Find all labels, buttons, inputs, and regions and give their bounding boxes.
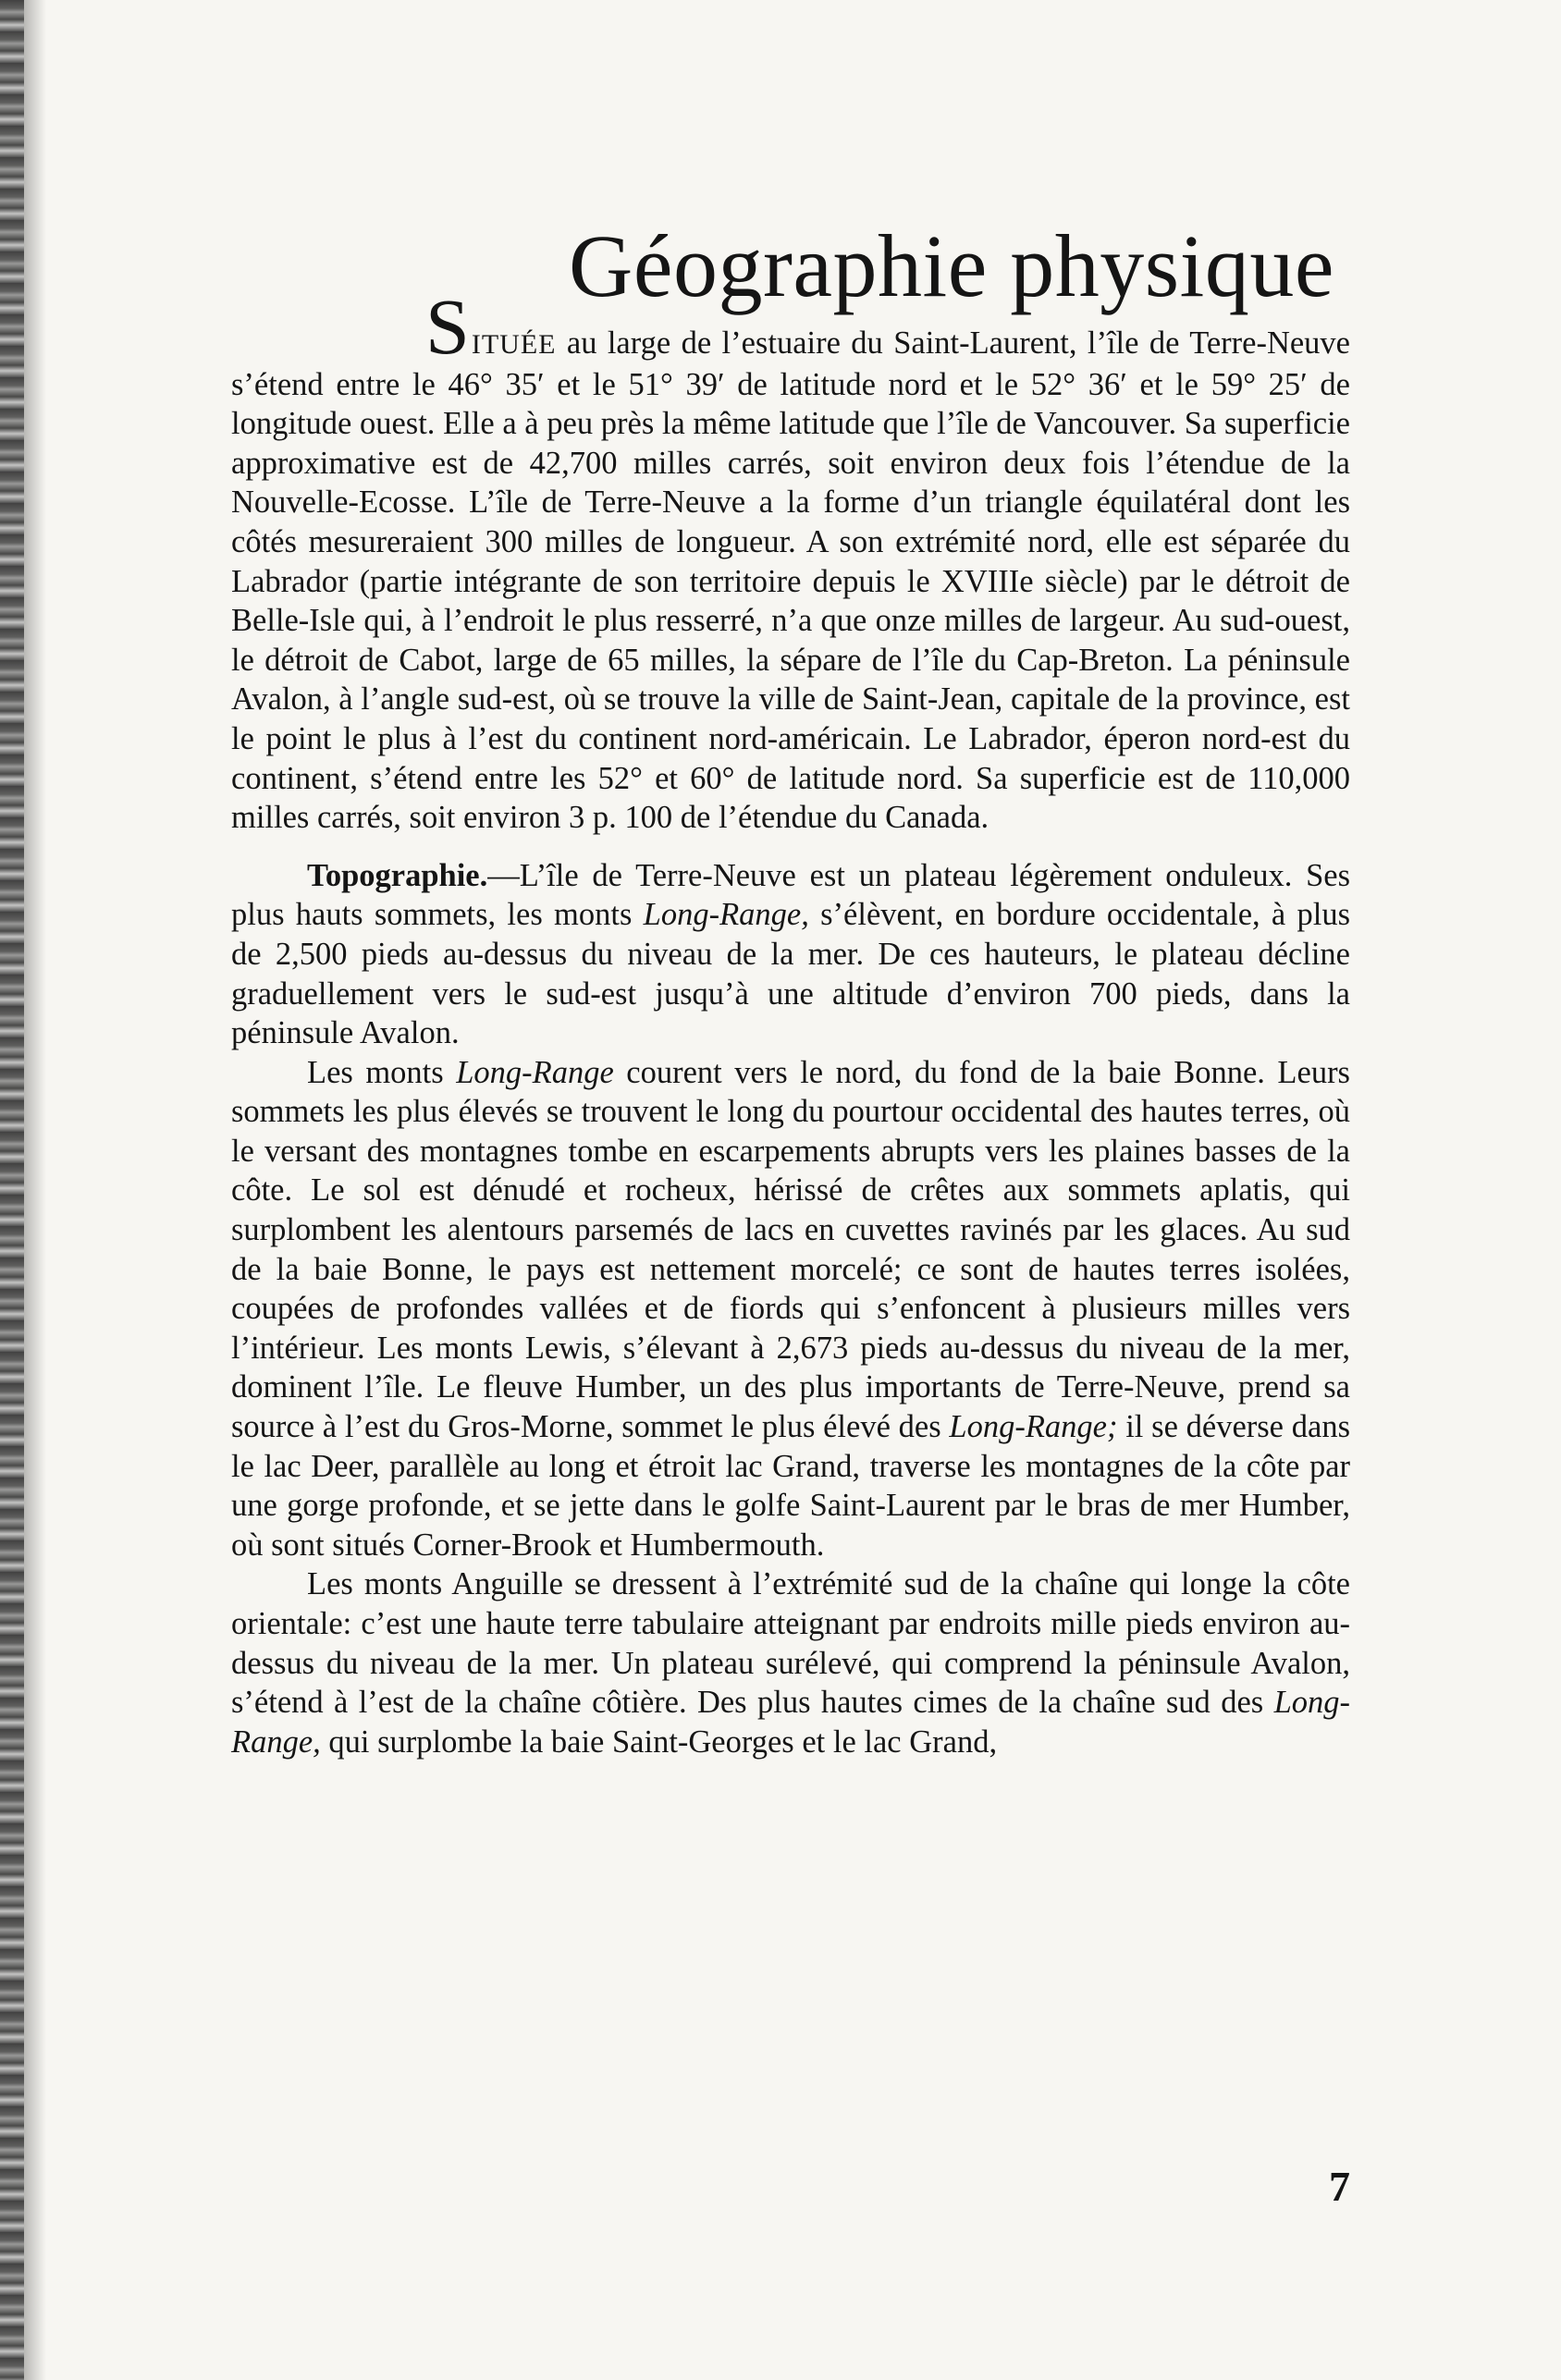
para3-italic-2: Long-Range; xyxy=(949,1409,1118,1445)
para4-text-1: Les monts Anguille se dressent à l’extrémité sud de la chaîne qui longe la côte orientale: c’est une haute terre tabulaire atteignant par endroits mille pieds environ au-dessus du niveau de la mer. Un plateau surélevé, qui comprend la péninsule Avalon, s’étend à l’est de la chaîne côtière. Des plus hautes cimes de la chaîne sud des xyxy=(231,1566,1350,1721)
para3-text-2: courent vers le nord, du fond de la baie Bonne. Leurs sommets les plus élevés se trouvent le long du pourtour occidental des hautes terres, où le versant des montagnes tombe en escarpements abrupts vers les plaines basses de la côte. Le sol est dénudé et rocheux, hérissé de crêtes aux sommets aplatis, qui surplombent les alentours parsemés de lacs en cuvettes ravinés par les glaces. Au sud de la baie Bonne, le pays est nettement morcelé; ce sont de hautes terres isolées, coupées de profondes vallées et de fiords qui s’enfoncent à plusieurs milles vers l’intérieur. Les monts Lewis, s’élevant à 2,673 pieds au-dessus du niveau de la mer, dominent l’île. Le fleuve Humber, un des plus importants de Terre-Neuve, prend sa source à l’est du Gros-Morne, sommet le plus élevé des xyxy=(231,1054,1350,1445)
page-number: 7 xyxy=(1329,2163,1350,2210)
small-caps-word: ITUÉE xyxy=(471,329,557,360)
topographie-italic-1: Long-Range, xyxy=(643,897,809,933)
para3-text-1: Les monts xyxy=(307,1054,457,1090)
binding-edge xyxy=(0,0,24,2380)
page-title: Géographie physique xyxy=(569,216,1334,315)
body-text xyxy=(231,282,1350,1761)
topographie-text-2: s’élèvent, en bordure occidentale, à plus de 2,500 pieds au-dessus du niveau de la mer. De ces hauteurs, le plateau décline graduellement vers le sud-est jusqu’à une altitude d’environ 700 pieds, dans la péninsule Avalon. xyxy=(231,897,1350,1051)
drop-cap: S xyxy=(425,282,470,371)
para4-text-2: qui surplombe la baie Saint-Georges et le lac Grand, xyxy=(320,1724,998,1760)
section-heading-topographie: Topographie. xyxy=(307,857,488,893)
para4-italic-1: Long-Range, xyxy=(231,1685,1350,1760)
para3-italic-1: Long-Range xyxy=(456,1054,614,1090)
intro-text: au large de l’estuaire du Saint-Laurent, l’île de Terre-Neuve s’étend entre le 46° 35′ et le 51° 39′ de latitude nord et le 52° 36′ et le 59° 25′ de longitude ouest. Elle a à peu près la même latitude que l’île de Vancouver. Sa superficie approximative est de 42,700 milles carrés, soit environ deux fois l’étendue de la Nouvelle-Ecosse. L’île de Terre-Neuve a la forme d’un triangle équilatéral dont les côtés mesureraient 300 milles de longueur. A son extrémité nord, elle est séparée du Labrador (partie intégrante de son territoire depuis le XVIIIe siècle) par le détroit de Belle-Isle qui, à l’endroit le plus resserré, n’a que onze milles de largeur. Au sud-ouest, le détroit de Cabot, large de 65 milles, la sépare de l’île du Cap-Breton. La péninsule Avalon, à l’angle sud-est, où se trouve la ville de Saint-Jean, capitale de la province, est le point le plus à l’est du continent nord-américain. Le Labrador, éperon nord-est du continent, s’étend entre les 52° et 60° de latitude nord. Sa superficie est de 110,000 milles carrés, soit environ 3 p. 100 de l’étendue du Canada. xyxy=(231,325,1350,836)
topographie-text-1: —L’île de Terre-Neuve est un plateau légèrement onduleux. Ses plus hauts sommets, les monts xyxy=(231,857,1350,933)
para3-text-3: il se déverse dans le lac Deer, parallèle au long et étroit lac Grand, traverse les montagnes de la côte par une gorge profonde, et se jette dans le golfe Saint-Laurent par le bras de mer Humber, où sont situés Corner-Brook et Humbermouth. xyxy=(231,1409,1350,1563)
binding-shadow xyxy=(24,0,46,2380)
intro-paragraph xyxy=(231,282,1350,838)
anguille-paragraph xyxy=(231,1564,1350,1761)
long-range-paragraph xyxy=(231,1053,1350,1565)
topographie-paragraph xyxy=(231,856,1350,1053)
